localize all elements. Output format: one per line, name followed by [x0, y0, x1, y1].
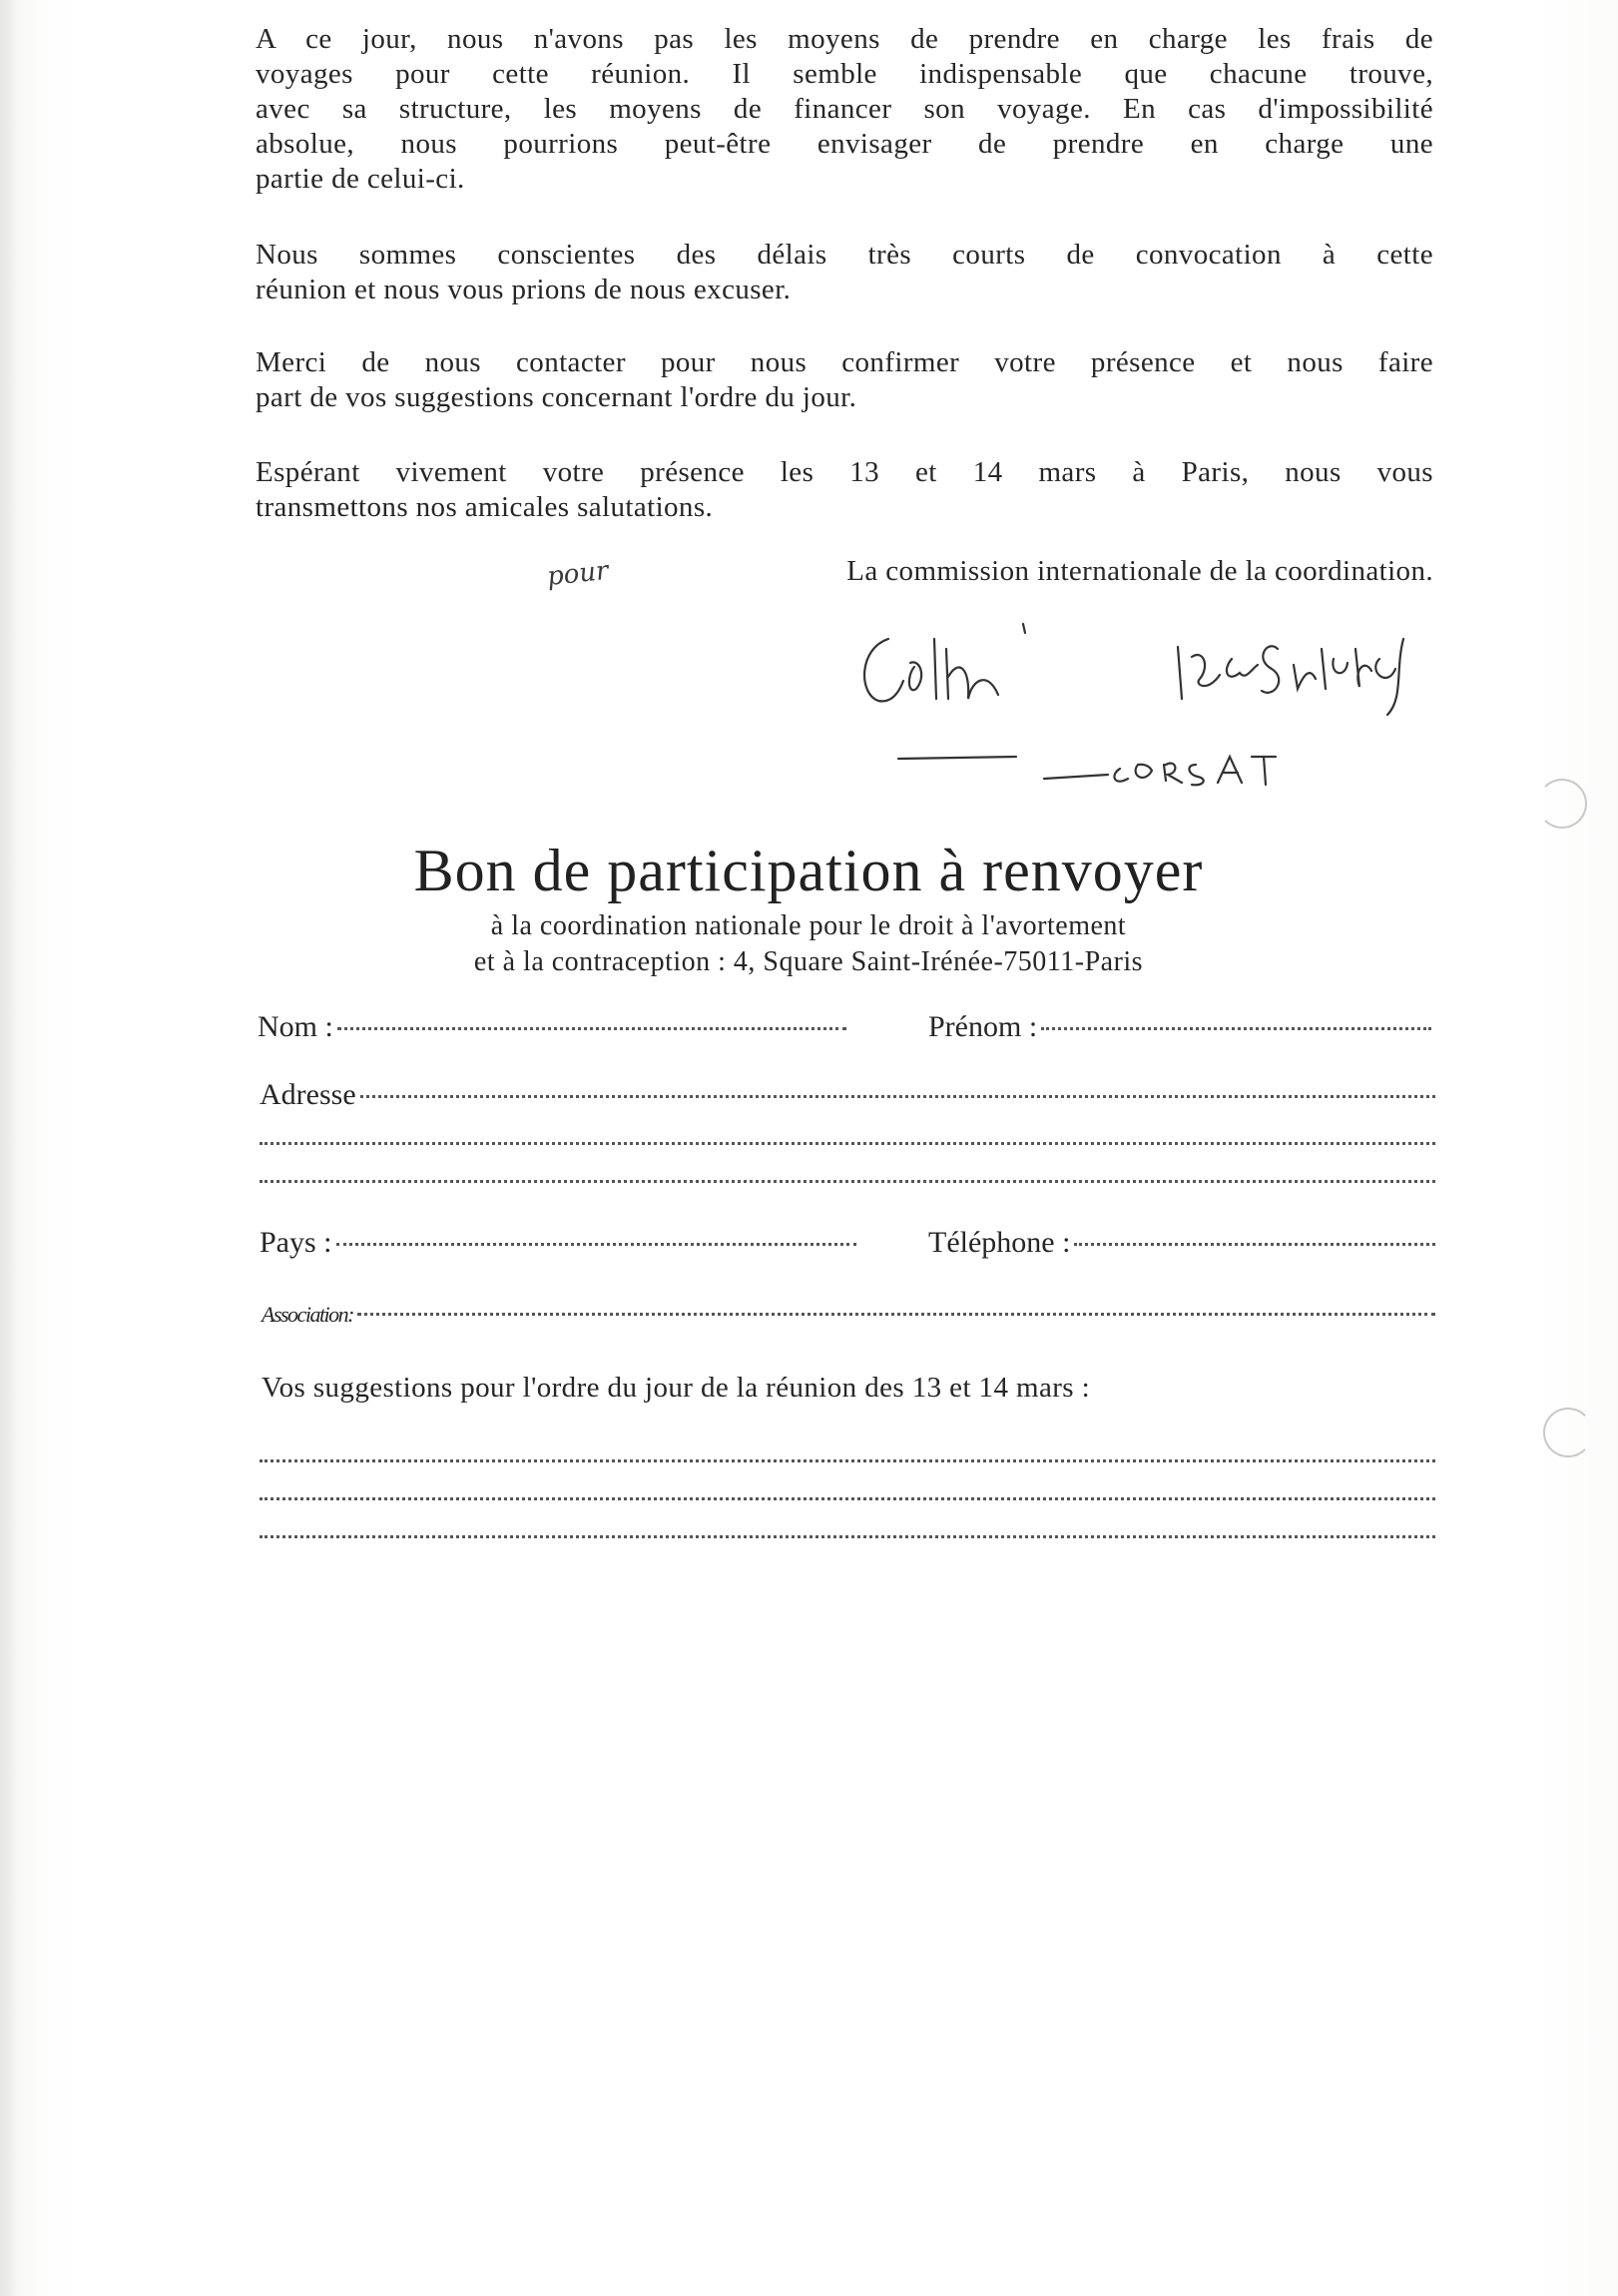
paragraph-line: réunion et nous vous prions de nous excuser. — [256, 274, 792, 305]
punch-hole — [1537, 779, 1587, 829]
paragraph-line: Nous sommes conscientes des délais très courts de convocation à cette — [256, 239, 1433, 271]
paragraph-line: absolue, nous pourrions peut-être envisager de prendre en charge une — [256, 128, 1433, 160]
paragraph-line: Espérant vivement votre présence les 13 et 14 mars à Paris, nous vous — [256, 456, 1433, 488]
suggestions-label: Vos suggestions pour l'ordre du jour de la réunion des 13 et 14 mars : — [262, 1372, 1091, 1404]
pays-field[interactable] — [260, 1226, 856, 1260]
nom-blank[interactable] — [337, 1027, 846, 1030]
pays-blank[interactable] — [336, 1243, 856, 1246]
telephone-label: Téléphone : — [928, 1226, 1071, 1259]
adresse-blank-line[interactable] — [260, 1142, 1435, 1145]
form-subtitle-1: à la coordination nationale pour le droit à l'avortement — [490, 910, 1127, 941]
paragraph-contact — [256, 345, 1433, 415]
paragraph-apology — [256, 238, 1433, 307]
prenom-blank[interactable] — [1041, 1027, 1431, 1030]
telephone-field[interactable] — [928, 1226, 1435, 1260]
form-title: Bon de participation à renvoyer — [413, 838, 1204, 903]
telephone-blank[interactable] — [1074, 1243, 1435, 1246]
suggestions-blank-line[interactable] — [260, 1497, 1435, 1500]
handwritten-signatures — [848, 619, 1447, 799]
paragraph-line: avec sa structure, les moyens de financer son voyage. En cas d'impossibilité — [256, 93, 1433, 125]
pays-label: Pays : — [260, 1226, 332, 1259]
adresse-blank-line[interactable] — [260, 1180, 1435, 1183]
adresse-field[interactable] — [260, 1078, 1435, 1112]
association-field[interactable] — [262, 1302, 1435, 1328]
paragraph-travel-costs — [256, 22, 1433, 197]
signature-line: La commission internationale de la coordination. — [846, 555, 1433, 587]
prenom-label: Prénom : — [928, 1010, 1038, 1043]
paragraph-line: transmettons nos amicales salutations. — [256, 491, 714, 523]
form-subtitle-2: et à la contraception : 4, Square Saint-Irénée-75011-Paris — [473, 946, 1144, 977]
suggestions-blank-line[interactable] — [260, 1459, 1435, 1462]
suggestions-blank-line[interactable] — [260, 1535, 1435, 1538]
nom-field[interactable] — [258, 1010, 846, 1044]
handwritten-pour: pour — [545, 555, 610, 593]
paragraph-line: A ce jour, nous n'avons pas les moyens de prendre en charge les frais de — [256, 23, 1433, 55]
paragraph-line: voyages pour cette réunion. Il semble indispensable que chacune trouve, — [256, 58, 1433, 90]
paragraph-line: part de vos suggestions concernant l'ordre du jour. — [256, 381, 857, 413]
page-edge-shadow — [0, 0, 18, 2296]
prenom-field[interactable] — [928, 1010, 1431, 1044]
adresse-blank[interactable] — [360, 1095, 1435, 1098]
paragraph-closing — [256, 455, 1433, 525]
association-blank[interactable] — [357, 1313, 1435, 1316]
adresse-label: Adresse — [260, 1078, 356, 1111]
nom-label: Nom : — [258, 1010, 333, 1043]
paragraph-line: partie de celui-ci. — [256, 163, 465, 195]
association-label: Association: — [262, 1302, 353, 1327]
paragraph-line: Merci de nous contacter pour nous confirmer votre présence et nous faire — [256, 346, 1433, 378]
punch-hole — [1543, 1408, 1593, 1457]
